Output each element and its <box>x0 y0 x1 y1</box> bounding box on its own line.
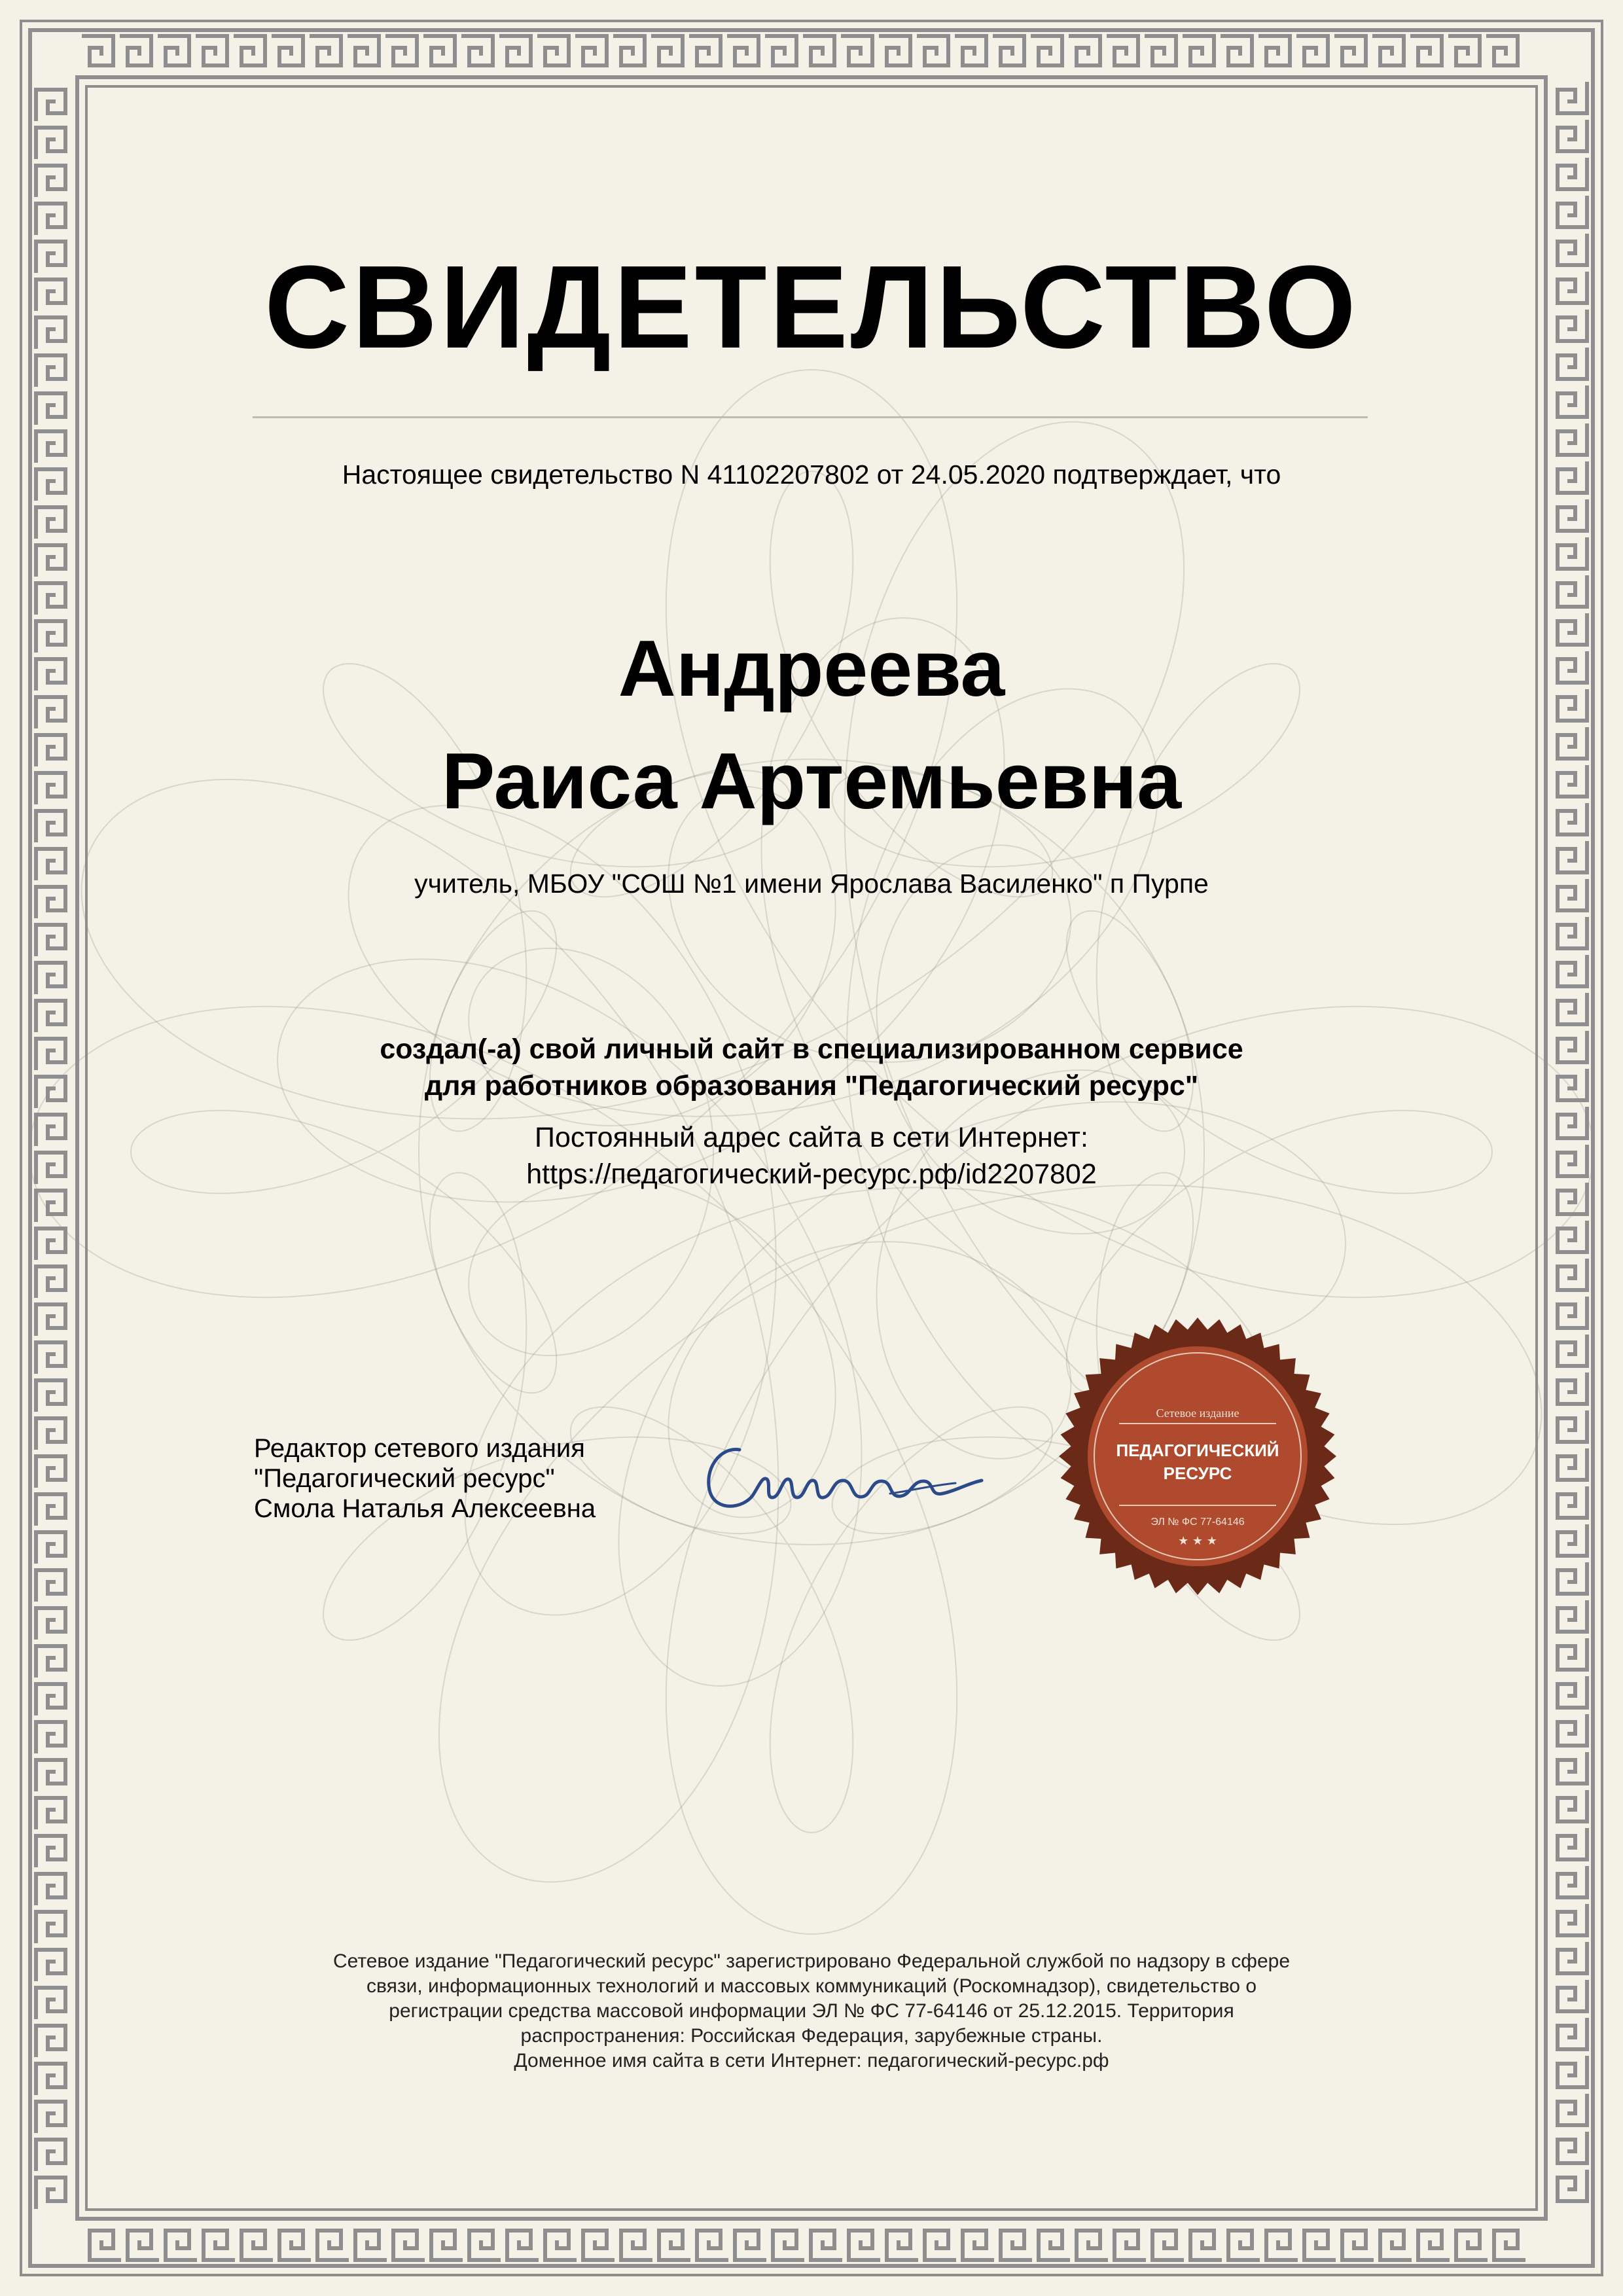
seal-top-text: Сетевое издание <box>1156 1407 1240 1420</box>
recipient-position: учитель, МБОУ "СОШ №1 имени Ярослава Василенко" п Пурпе <box>414 869 1209 899</box>
recipient-surname: Андреева <box>618 624 1005 713</box>
editor-line-1: Редактор сетевого издания <box>254 1434 585 1463</box>
title-divider <box>253 416 1368 418</box>
editor-line-2: "Педагогический ресурс" <box>254 1464 555 1493</box>
achievement-line-2: для работников образования "Педагогический ресурс" <box>424 1070 1199 1102</box>
footer-line-2: связи, информационных технологий и массовых коммуникаций (Роскомнадзор), свидетельство о <box>366 1975 1257 1997</box>
recipient-name <box>0 612 1623 837</box>
achievement-text <box>0 1031 1623 1104</box>
footer-line-5: Доменное имя сайта в сети Интернет: педагогический-ресурс.рф <box>514 2050 1109 2072</box>
editor-block <box>254 1433 596 1524</box>
certificate-intro: Настоящее свидетельство N 41102207802 от 24.05.2020 подтверждает, что <box>342 459 1281 490</box>
site-address-label: Постоянный адрес сайта в сети Интернет: <box>535 1122 1088 1153</box>
footer-line-1: Сетевое издание "Педагогический ресурс" зарегистрировано Федеральной службой по надзору в сфере <box>332 1950 1291 1972</box>
achievement-line-1: создал(-а) свой личный сайт в специализированном сервисе <box>380 1033 1243 1065</box>
site-address-url: https://педагогический-ресурс.рф/id2207802 <box>526 1158 1097 1190</box>
seal-stars: ★ ★ ★ <box>1178 1534 1217 1548</box>
editor-signature <box>694 1420 1008 1525</box>
seal-registration: ЭЛ № ФС 77-64146 <box>1150 1516 1245 1528</box>
footer-line-3: регистрации средства массовой информации ЭЛ № ФС 77-64146 от 25.12.2015. Территория <box>389 2000 1234 2022</box>
certificate-title: СВИДЕТЕЛЬСТВО <box>264 242 1359 373</box>
site-address <box>0 1119 1623 1193</box>
footer-line-4: распространения: Российская Федерация, зарубежные страны. <box>520 2025 1103 2047</box>
seal-name-line-1: ПЕДАГОГИЧЕСКИЙ <box>1116 1441 1279 1460</box>
seal-name-line-2: РЕСУРС <box>1163 1463 1232 1483</box>
publication-seal <box>1057 1316 1338 1597</box>
footer-legal-notice <box>216 1949 1407 2073</box>
editor-line-3: Смола Наталья Алексеевна <box>254 1494 596 1523</box>
recipient-given-names: Раиса Артемьевна <box>441 736 1182 825</box>
